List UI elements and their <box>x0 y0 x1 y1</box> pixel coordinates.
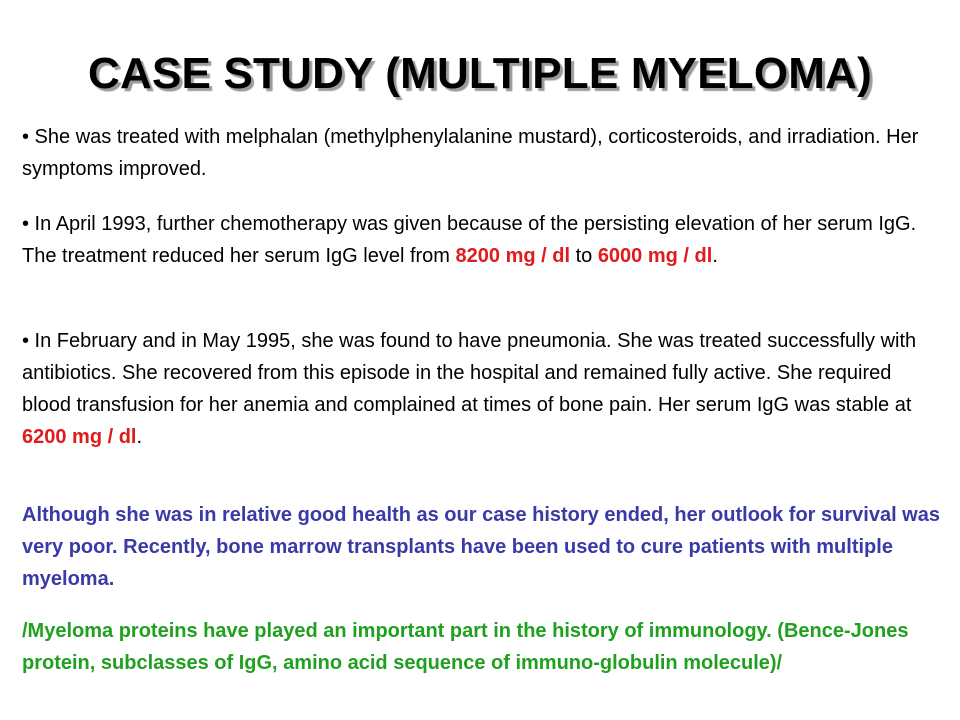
paragraph-treatment <box>22 121 942 185</box>
paragraph-pneumonia-text-b: . <box>136 426 143 448</box>
paragraph-chemotherapy-text-a: • In April 1993, further chemotherapy was given because of the persisting elevation of her serum IgG. The treatment reduced her serum IgG level from <box>22 213 917 267</box>
paragraph-pneumonia <box>22 325 942 453</box>
igg-value-from: 8200 mg / dl <box>455 245 571 267</box>
paragraph-myeloma-proteins-note: /Myeloma proteins have played an important part in the history of immunology. (Bence-Jones protein, subclasses of IgG, amino acid sequence of immuno-globulin molecule)/ <box>22 620 909 674</box>
igg-value-to: 6000 mg / dl <box>597 245 713 267</box>
paragraph-chemotherapy-text-c: . <box>712 245 718 267</box>
igg-value-stable: 6200 mg / dl <box>22 426 137 448</box>
slide-title: CASE STUDY (MULTIPLE MYELOMA) <box>88 49 872 98</box>
paragraph-chemotherapy <box>22 208 942 272</box>
paragraph-chemotherapy-text-b: to <box>570 245 598 267</box>
paragraph-outlook: Although she was in relative good health as our case history ended, her outlook for survival was very poor. Recently, bone marrow transplants have been used to cure patients with multiple myeloma. <box>22 504 940 590</box>
paragraph-pneumonia-text-a: • In February and in May 1995, she was found to have pneumonia. She was treated successfully with antibiotics. She recovered from this episode in the hospital and remained fully active. She required blood transfusion for her anemia and complained at times of bone pain. Her serum IgG was stable at <box>22 330 917 416</box>
paragraph-treatment-text: • She was treated with melphalan (methylphenylalanine mustard), corticosteroids, and irradiation. Her symptoms improved. <box>22 126 919 180</box>
